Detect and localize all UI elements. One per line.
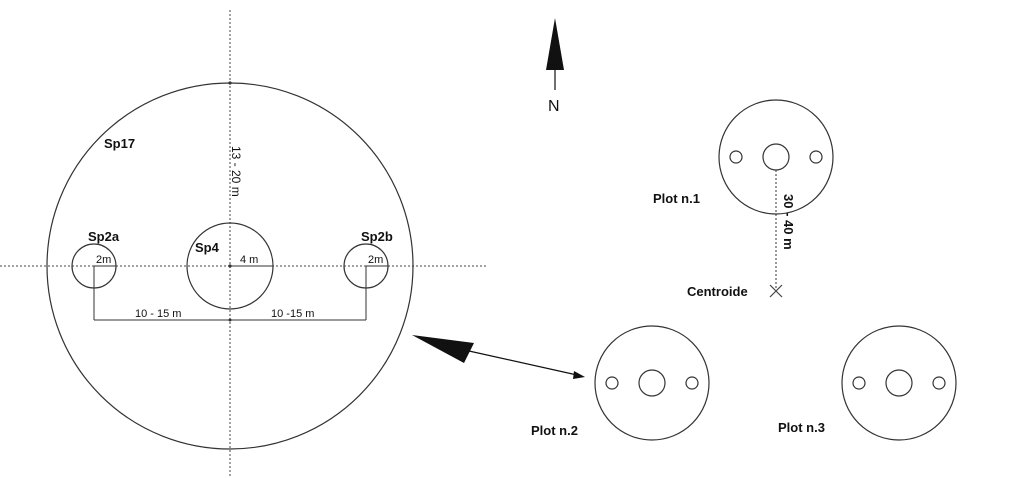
center-dot (228, 264, 231, 267)
plot-3 (778, 326, 956, 440)
centroid (687, 284, 782, 299)
connector-arrow-line (469, 351, 577, 375)
right-distance-label: 10 -15 m (271, 308, 315, 320)
left-circle-label: Sp2a (88, 229, 120, 244)
plot-1-label: Plot n.1 (653, 191, 700, 206)
plot-1-outer-circle (719, 100, 833, 214)
connector-arrow-big-head (412, 335, 474, 363)
plot-2-left-circle (606, 377, 618, 389)
north-arrow-head (546, 18, 564, 70)
top-dot (228, 81, 231, 84)
plot-2-label: Plot n.2 (531, 423, 578, 438)
plot-1-right-circle (810, 151, 822, 163)
plot-1-distance-label: 30 - 40 m (781, 194, 796, 250)
plot-3-left-circle (853, 377, 865, 389)
north-arrow (546, 18, 564, 115)
plot-1-left-circle (730, 151, 742, 163)
connector-arrow (412, 335, 585, 379)
plot-3-outer-circle (842, 326, 956, 440)
plot-3-label: Plot n.3 (778, 420, 825, 435)
north-label: N (548, 98, 560, 115)
centroid-label: Centroide (687, 284, 748, 299)
left-distance-label: 10 - 15 m (135, 308, 182, 320)
plot-2-outer-circle (595, 326, 709, 440)
plot-3-right-circle (933, 377, 945, 389)
center-circle-label: Sp4 (195, 240, 219, 255)
plot-2-right-circle (686, 377, 698, 389)
plot-2 (531, 326, 709, 440)
plot-2-center-circle (639, 370, 665, 396)
plot-3-center-circle (886, 370, 912, 396)
main-plot (0, 10, 488, 478)
vertical-distance-label: 13 - 20 m (229, 146, 243, 197)
connector-arrow-small-head (573, 371, 585, 379)
right-circle-label: Sp2b (361, 229, 393, 244)
outer-circle-label: Sp17 (104, 136, 136, 151)
plot-1 (653, 100, 833, 290)
dimension-center-dot (229, 319, 232, 322)
center-radius-label: 4 m (240, 254, 259, 266)
left-radius-label: 2m (96, 254, 112, 266)
right-radius-label: 2m (368, 254, 384, 266)
plot-1-center-circle (763, 144, 789, 170)
